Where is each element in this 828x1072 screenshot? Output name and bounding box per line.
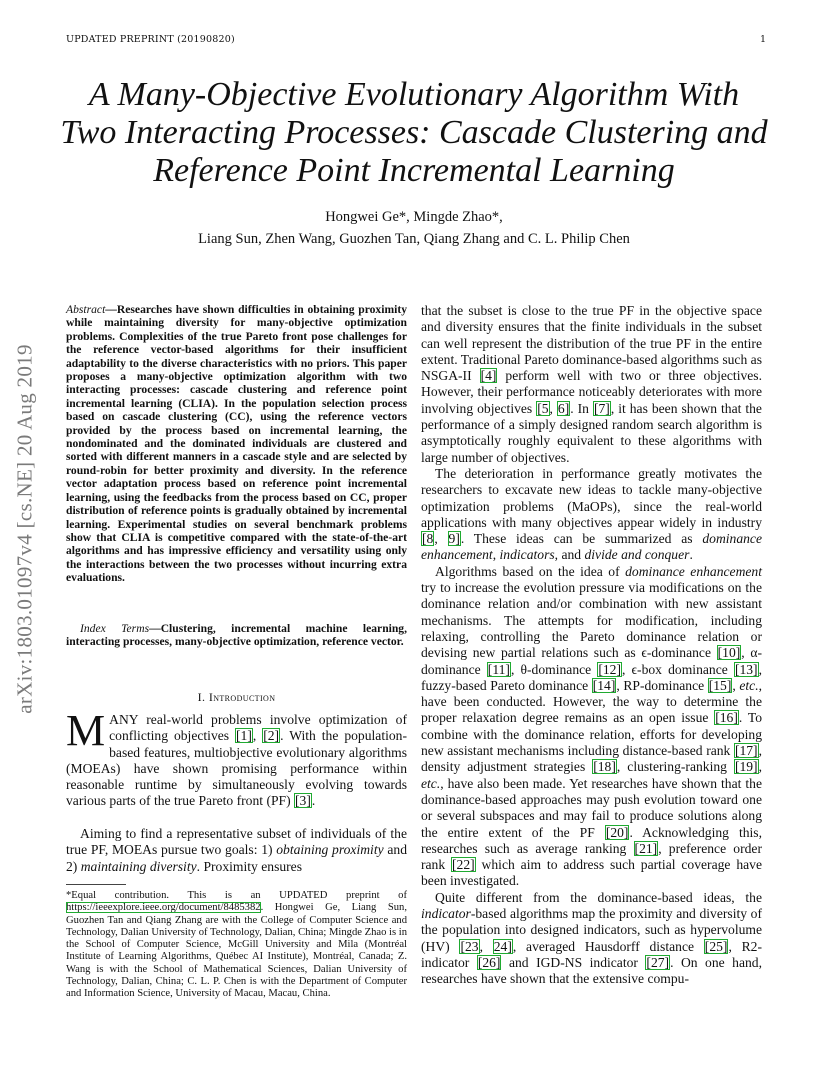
right-paragraph-1 bbox=[421, 303, 762, 466]
text: , have also been made. Yet researches have shown that the dominance-based approaches may push evolution toward one or several subspaces and may fail to produce solutions along the entire extent of the PF bbox=[421, 775, 762, 840]
text: , and bbox=[554, 547, 585, 563]
text: , ϵ-box dominance bbox=[622, 661, 734, 677]
right-column bbox=[421, 303, 762, 987]
text: , fuzzy-based Pareto dominance bbox=[421, 661, 762, 693]
section-heading bbox=[66, 690, 407, 705]
citation-link[interactable]: [25] bbox=[704, 938, 728, 954]
intro-paragraph bbox=[66, 706, 407, 810]
abstract bbox=[66, 303, 407, 585]
text: , bbox=[549, 400, 557, 416]
text: , density adjustment strategies bbox=[421, 743, 762, 775]
citation-link[interactable]: [10] bbox=[717, 645, 741, 661]
citation-link[interactable]: [20] bbox=[605, 824, 629, 840]
citation-link[interactable]: [11] bbox=[487, 661, 510, 677]
text: , have been conducted. However, the way to determine the proper relaxation degree remains as an open issue bbox=[421, 677, 762, 726]
citation-link[interactable]: 6] bbox=[557, 400, 570, 416]
title-line-1: A Many-Objective Evolutionary Algorithm With bbox=[88, 76, 740, 113]
page-number: 1 bbox=[759, 34, 766, 45]
citation-link[interactable]: 9] bbox=[448, 531, 460, 547]
text: . These ideas can be summarized as bbox=[460, 531, 703, 547]
citation-link[interactable]: [15] bbox=[708, 677, 732, 693]
aim-text-c: and 2) bbox=[66, 842, 407, 874]
citation-link[interactable]: [5 bbox=[537, 400, 549, 416]
title-line-2: Two Interacting Processes: Cascade Clustering and bbox=[60, 114, 768, 151]
citation-link[interactable]: [1] bbox=[236, 728, 252, 744]
text: , bbox=[479, 938, 493, 954]
text: -based algorithms map the proximity and diversity of the population into designed indicators, such as hypervolume (HV) bbox=[421, 905, 762, 954]
text: , clustering-ranking bbox=[616, 759, 734, 775]
arxiv-stamp bbox=[0, 294, 50, 764]
citation-link[interactable]: [19] bbox=[734, 759, 758, 775]
text: . On one hand, researches have shown that the extensive compu- bbox=[421, 954, 762, 987]
citation-link[interactable]: [27] bbox=[646, 954, 670, 970]
aim-text-e: . Proximity ensures bbox=[196, 858, 303, 874]
authors-line-2: Liang Sun, Zhen Wang, Guozhen Tan, Qiang Zhang and C. L. Philip Chen bbox=[198, 231, 630, 247]
footnote-text-b: . Hongwei Ge, Liang Sun, Guozhen Tan and Qiang Zhang are with the College of Computer Science and Technology, Dalian University of Technology, Dalian, China; Mingde Zhao is in the School of Computer Science, McGill University and Mila (Montréal Institute of Learning Algorithms, Québec AI Institute), Montréal, Canada; Z. Wang is with the School of Mathematical Sciences, Dalian University of Technology, Dalian, China; C. L. P. Chen is with the Department of Computer and Information Science, University of Macau, Macau, China. bbox=[66, 902, 407, 1000]
intro-text-a: ANY real-world problems involve optimization of conflicting objectives bbox=[109, 712, 407, 744]
right-paragraph-3 bbox=[421, 564, 762, 890]
section-title: Introduction bbox=[208, 690, 276, 704]
abstract-label: Abstract bbox=[66, 303, 106, 316]
text: , preference order rank bbox=[421, 840, 762, 873]
citation-link[interactable]: [13] bbox=[734, 661, 758, 677]
citation-link[interactable]: [17] bbox=[734, 743, 758, 759]
text: The deterioration in performance greatly motivates the researchers to excavate new ideas to tackle many-objective optimization problems (MaOPs), since the real-world applications with many objectives appear widely in industry bbox=[421, 465, 762, 530]
dropcap: M bbox=[66, 706, 106, 755]
aim-emphasis-diversity: maintaining diversity bbox=[80, 858, 197, 874]
paper-title bbox=[40, 76, 788, 190]
text: . Acknowledging this, researches such as average ranking bbox=[421, 824, 762, 856]
citation-link[interactable]: [7] bbox=[593, 400, 610, 416]
text: , α-dominance bbox=[421, 645, 762, 677]
author-list bbox=[40, 206, 788, 250]
footnote bbox=[66, 890, 407, 1001]
text: Quite different from the dominance-based ideas, the bbox=[435, 889, 762, 905]
text: , bbox=[758, 759, 762, 775]
citation-link[interactable]: [14] bbox=[592, 677, 616, 693]
text: that the subset is close to the true PF in the objective space and diversity ensures that the finite individuals in the subset can well represent the distribution of the true PF in the entire extent. Traditional Pareto dominance-based algorithms such as NSGA-II bbox=[421, 303, 762, 384]
title-line-3: Reference Point Incremental Learning bbox=[153, 152, 675, 189]
text: try to increase the evolution pressure via modifications on the dominance relation and/or combination with new assistant mechanisms. The attempts for modification, including relaxing, controlling the Pareto dominance relation or devising new partial relations such as ϵ-dominance bbox=[421, 580, 762, 661]
aim-emphasis-proximity: obtaining proximity bbox=[276, 842, 384, 858]
intro-text-d: . bbox=[311, 793, 316, 809]
citation-link[interactable]: [22] bbox=[452, 857, 475, 873]
text: , averaged Hausdorff distance bbox=[512, 938, 704, 954]
emphasis: etc. bbox=[421, 775, 441, 791]
text: perform well with two or three objectives. However, their performance noticeably deteriorates with more involving objectives bbox=[421, 368, 762, 416]
right-paragraph-4 bbox=[421, 890, 762, 988]
abstract-text: —Researches have shown difficulties in obtaining proximity while maintaining diversity for many-objective optimization problems. Complexities of the true Pareto front pose challenges for the reference vector-based algorithms for their insufficient adaptability to the diverse characteristics with no priors. This paper proposes a many-objective optimization algorithm with two interacting processes: cascade clustering and reference point incremental learning (CLIA). In the population selection process based on cascade clustering (CC), using the reference vectors provided by the process based on incremental learning, the nondominated and the dominated individuals are clustered and sorted with different manners in a cascade style and are selected by round-robin for better proximity and diversity. In the reference vector adaptation process based on reference point incremental learning, using the feedbacks from the process based on CC, proper distribution of reference points is gradually obtained by incremental learning. Experimental studies on several benchmark problems show that CLIA is competitive compared with the state-of-the-art algorithms and has impressive efficiency and versatility using only the interactions between the two processes without incurring extra evaluations. bbox=[66, 303, 407, 585]
citation-link[interactable]: [4] bbox=[480, 368, 497, 384]
citation-link[interactable]: [21] bbox=[634, 840, 658, 856]
text: , θ-dominance bbox=[510, 661, 598, 677]
aim-paragraph bbox=[66, 826, 407, 875]
citation-link[interactable]: 24] bbox=[493, 938, 512, 954]
emphasis: dominance enhancement bbox=[625, 563, 762, 579]
text: , bbox=[434, 531, 448, 547]
index-terms bbox=[66, 622, 407, 649]
emphasis: etc. bbox=[739, 677, 759, 693]
citation-link[interactable]: [8 bbox=[422, 531, 434, 547]
paper-url-link[interactable]: https://ieeexplore.ieee.org/document/8485382 bbox=[66, 902, 261, 914]
footnote-text-a: *Equal contribution. This is an UPDATED preprint of bbox=[66, 890, 407, 901]
citation-link[interactable]: [3] bbox=[295, 793, 311, 809]
text: , bbox=[732, 677, 740, 693]
index-terms-label: Index Terms bbox=[80, 622, 150, 635]
running-head: UPDATED PREPRINT (20190820) bbox=[66, 34, 235, 45]
citation-link[interactable]: [2] bbox=[263, 728, 280, 744]
intro-text-c: . With the population-based features, multiobjective evolutionary algorithms (MOEAs) have shown promising performance within reasonable runtime by simultaneously evolving towards various parts of the true Pareto front (PF) bbox=[66, 728, 407, 809]
citation-link[interactable]: [18] bbox=[593, 759, 616, 775]
citation-link[interactable]: [26] bbox=[477, 954, 501, 970]
text: . bbox=[689, 547, 693, 563]
citation-link[interactable]: [16] bbox=[715, 710, 738, 726]
right-paragraph-2 bbox=[421, 466, 762, 564]
text: , RP-dominance bbox=[616, 677, 708, 693]
text: . In bbox=[570, 400, 593, 416]
section-number: I. bbox=[197, 690, 206, 704]
text: , bbox=[492, 547, 500, 563]
citation-link[interactable]: [12] bbox=[598, 661, 621, 677]
index-terms-text: —Clustering, incremental machine learning, interacting processes, many-objective optimization, reference vector. bbox=[66, 622, 408, 649]
citation-link[interactable]: [23 bbox=[460, 938, 479, 954]
text: which aim to address such partial coverage have been investigated. bbox=[421, 857, 762, 889]
aim-text-a: Aiming to find a representative subset of individuals of the true PF, MOEAs pursue two goals: 1) bbox=[66, 826, 407, 858]
text: Algorithms based on the idea of bbox=[435, 563, 626, 579]
arxiv-stamp-text: arXiv:1803.01097v4 [cs.NE] 20 Aug 2019 bbox=[12, 344, 37, 714]
authors-line-1: Hongwei Ge*, Mingde Zhao*, bbox=[325, 209, 503, 225]
emphasis: indicators bbox=[499, 547, 555, 563]
intro-text-b: , bbox=[252, 728, 263, 744]
emphasis: dominance enhancement bbox=[421, 531, 762, 563]
text: and IGD-NS indicator bbox=[501, 954, 646, 970]
emphasis: indicator bbox=[421, 905, 471, 921]
text: , R2-indicator bbox=[421, 938, 763, 970]
text: . To combine with the dominance relation, efforts for developing new assistant mechanisms including distance-based rank bbox=[421, 710, 762, 759]
text: , it has been shown that the performance of a simply designed random search algorithm is asymptotically roughly equivalent to these algorithms with large number of objectives. bbox=[421, 400, 762, 465]
footnote-rule bbox=[66, 884, 126, 885]
emphasis: divide and conquer bbox=[584, 547, 690, 563]
